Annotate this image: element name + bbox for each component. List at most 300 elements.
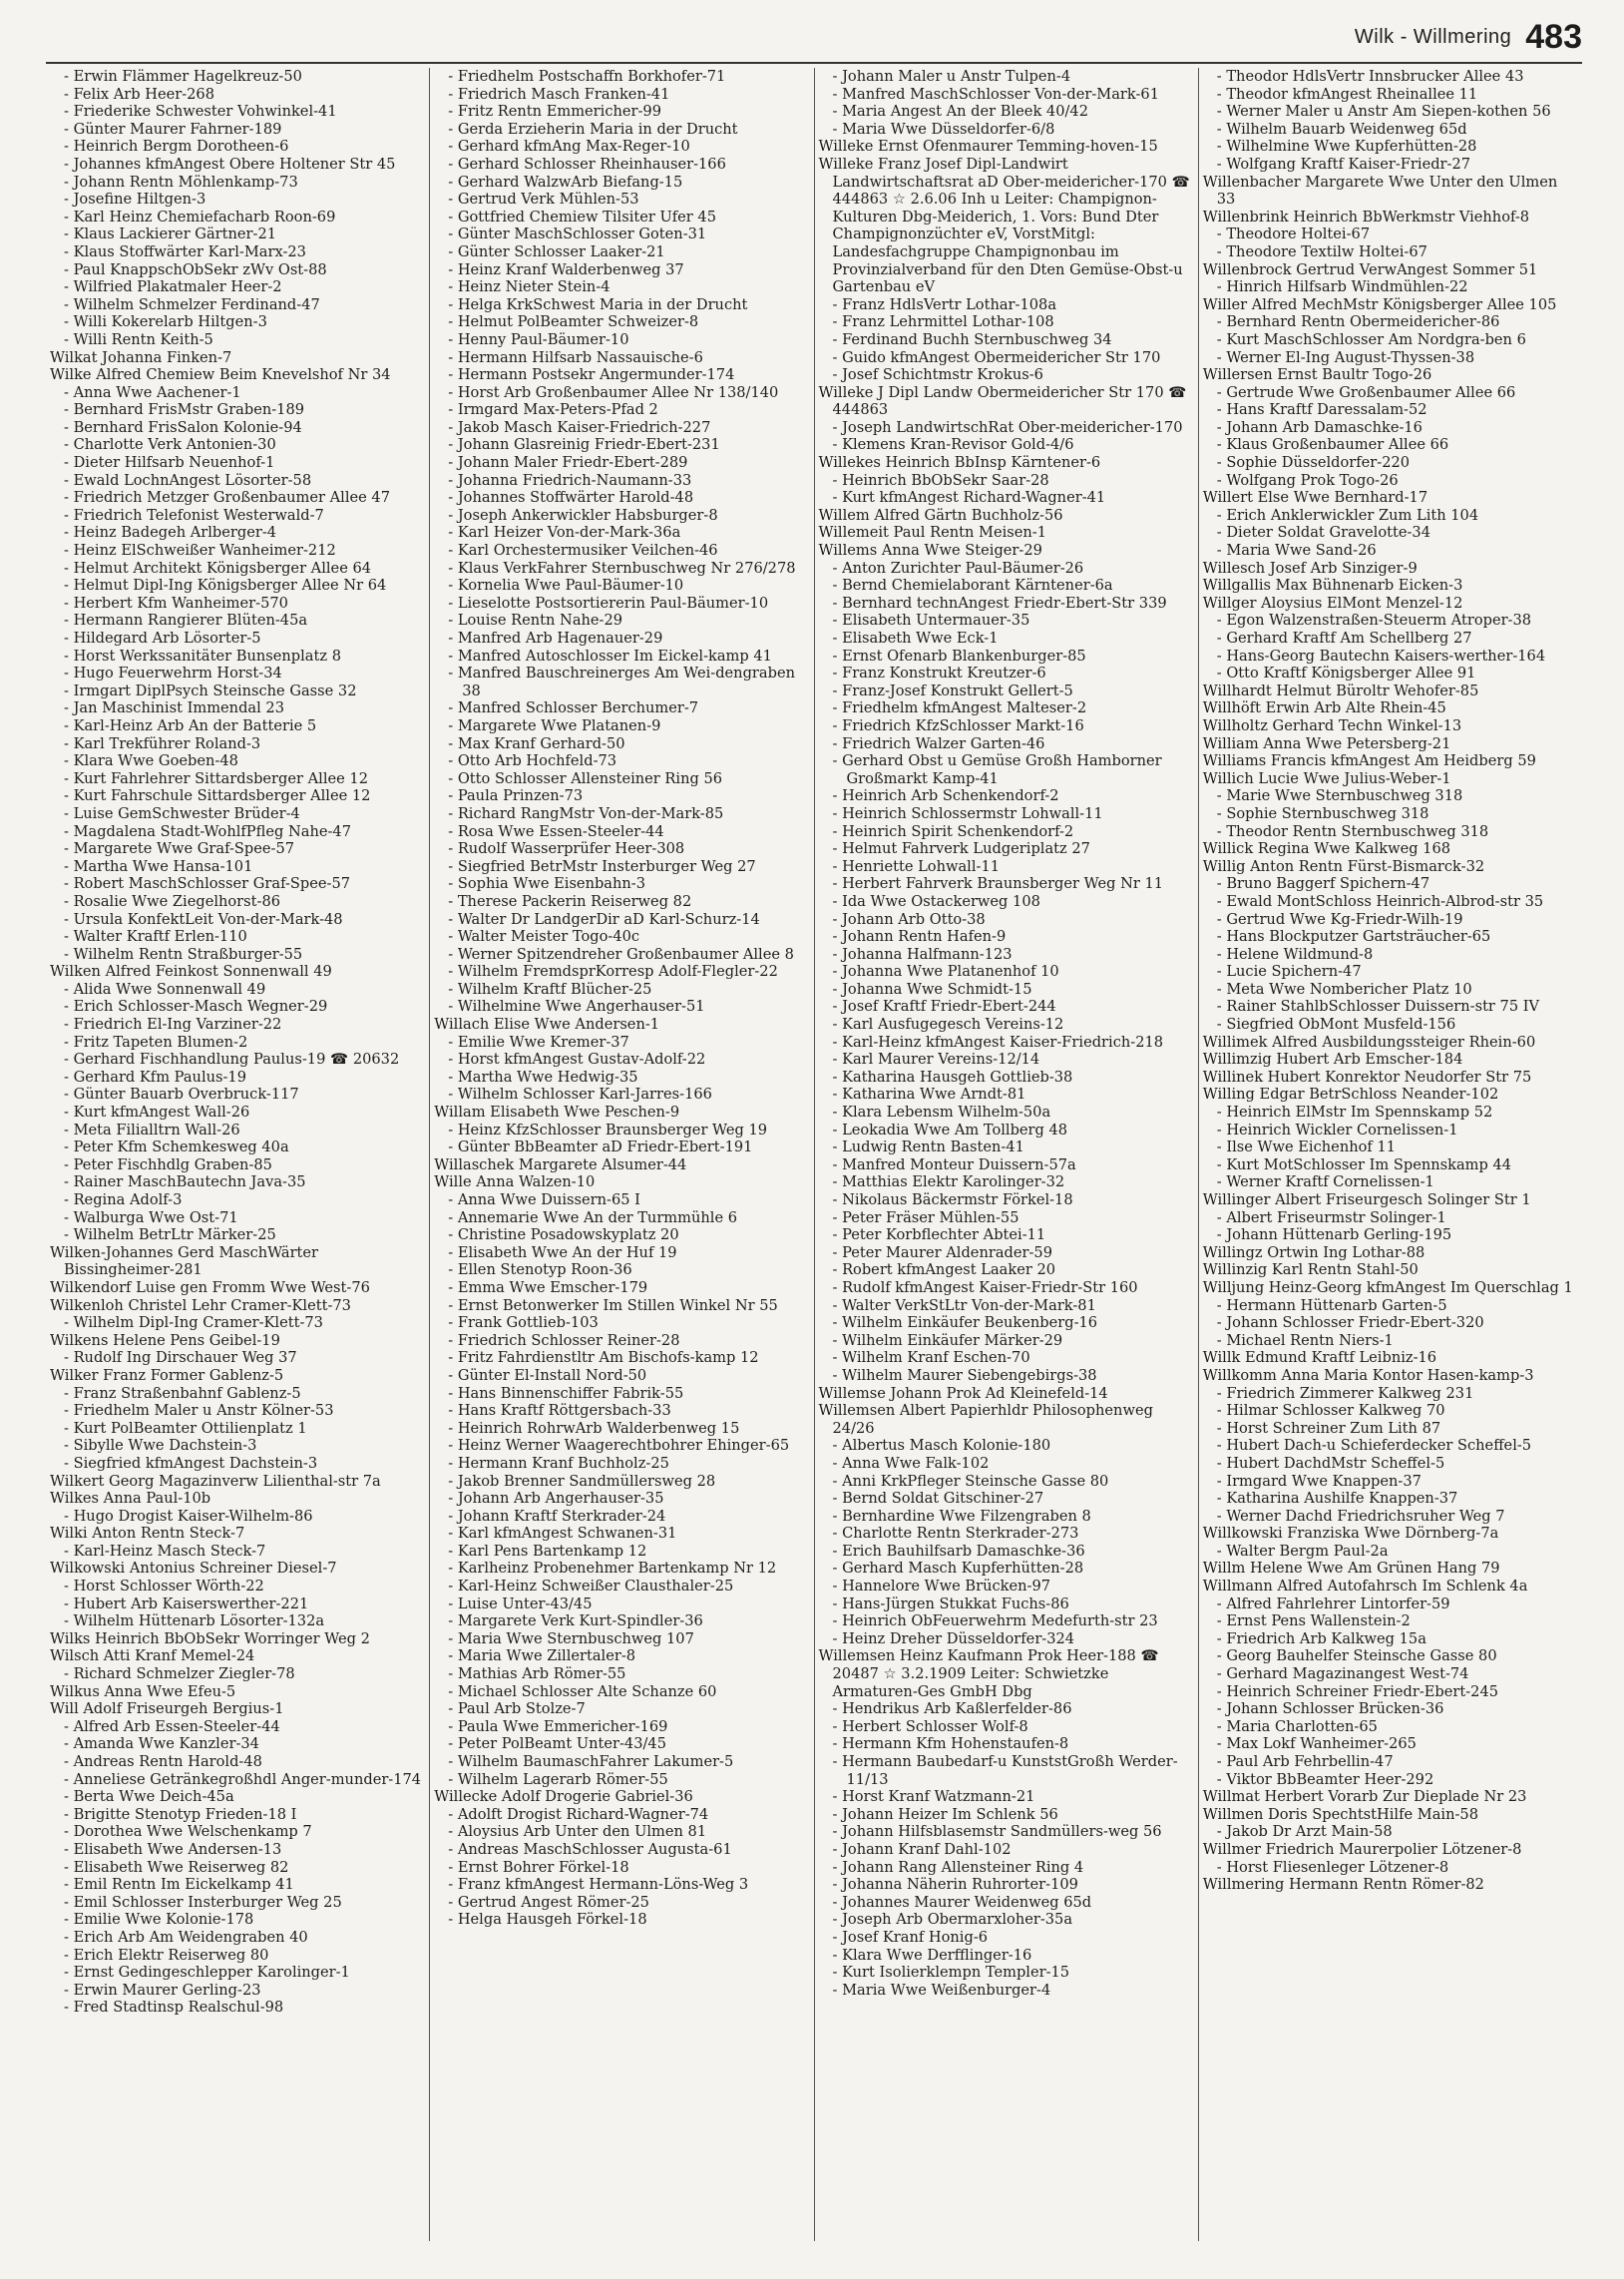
directory-entry: - Johann Hüttenarb Gerling-195 xyxy=(1216,1226,1452,1244)
directory-entry: - Felix Arb Heer-268 xyxy=(64,85,214,103)
directory-entry: - Gerhard Magazinangest West-74 xyxy=(1216,1665,1469,1683)
directory-entry: Wille Anna Walzen-10 xyxy=(434,1173,596,1191)
directory-entry: Willimzig Hubert Arb Emscher-184 xyxy=(1202,1051,1463,1069)
directory-entry: - Helmut Fahrverk Ludgeriplatz 27 xyxy=(832,840,1090,858)
directory-entry: - Ida Wwe Ostackerweg 108 xyxy=(832,892,1040,910)
directory-entry: - Erwin Flämmer Hagelkreuz-50 xyxy=(64,68,302,85)
directory-entry: - Irmgart DiplPsych Steinsche Gasse 32 xyxy=(64,682,357,699)
directory-entry: - Elisabeth Wwe Eck-1 xyxy=(832,630,999,647)
directory-entry: - Jakob Dr Arzt Main-58 xyxy=(1216,1823,1393,1841)
directory-entry: - Anna Wwe Aachener-1 xyxy=(64,383,241,401)
directory-entry: Willing Edgar BetrSchloss Neander-102 xyxy=(1202,1086,1499,1104)
directory-entry: Willer Alfred MechMstr Königsberger Allee 105 xyxy=(1202,295,1557,313)
directory-entry: - Helmut Architekt Königsberger Allee 64 xyxy=(64,559,372,577)
directory-entry: - Max Kranf Gerhard-50 xyxy=(448,734,625,752)
directory-entry: - Albert Friseurmstr Solinger-1 xyxy=(1216,1208,1446,1226)
directory-entry: - Adolft Drogist Richard-Wagner-74 xyxy=(448,1805,709,1823)
directory-entry: - Bernhard technAngest Friedr-Ebert-Str 339 xyxy=(832,594,1167,612)
directory-entry: Williams Francis kfmAngest Am Heidberg 59 xyxy=(1202,752,1536,770)
directory-entry: - Friedrich Schlosser Reiner-28 xyxy=(448,1331,680,1349)
directory-entry: - Henriette Lohwall-11 xyxy=(832,857,1001,875)
directory-entry: - Ewald LochnAngest Lösorter-58 xyxy=(64,471,312,489)
directory-entry: Willemsen Albert Papierhldr Philosophenweg 24/26 xyxy=(818,1402,1158,1437)
directory-entry: - Viktor BbBeamter Heer-292 xyxy=(1216,1770,1434,1788)
directory-entry: - Joseph Ankerwickler Habsburger-8 xyxy=(448,506,718,524)
directory-entry: - Paul KnappschObSekr zWv Ost-88 xyxy=(64,260,327,278)
directory-entry: Wilkert Georg Magazinverw Lilienthal-str 7a xyxy=(50,1472,381,1490)
directory-entry: - Wilhelm Dipl-Ing Cramer-Klett-73 xyxy=(64,1314,323,1332)
directory-entry: - Hermann Hüttenarb Garten-5 xyxy=(1216,1296,1447,1314)
directory-entry: - Klaus VerkFahrer Sternbuschweg Nr 276/278 xyxy=(448,559,796,577)
directory-entry: - Wilhelm Schlosser Karl-Jarres-166 xyxy=(448,1086,712,1104)
directory-entry: - Gerda Erzieherin Maria in der Drucht xyxy=(448,120,738,138)
directory-column-3 xyxy=(815,68,1199,2241)
directory-entry: Willeke J Dipl Landw Obermeidericher Str 170 ☎ 444863 xyxy=(818,383,1192,419)
directory-entry: - Anni KrkPfleger Steinsche Gasse 80 xyxy=(832,1472,1109,1490)
directory-entry: Willert Else Wwe Bernhard-17 xyxy=(1202,489,1428,507)
directory-entry: - Marie Wwe Sternbuschweg 318 xyxy=(1216,787,1463,805)
directory-entry: - Heinrich Wickler Cornelissen-1 xyxy=(1216,1121,1458,1139)
directory-entry: Wilks Heinrich BbObSekr Worringer Weg 2 xyxy=(50,1629,370,1647)
directory-entry: - Elisabeth Wwe An der Huf 19 xyxy=(448,1243,677,1261)
directory-entry: - Erich Elektr Reiserweg 80 xyxy=(64,1946,269,1964)
directory-entry: - Wilhelm BetrLtr Märker-25 xyxy=(64,1226,276,1244)
directory-entry: - Wolfgang Prok Togo-26 xyxy=(1216,471,1399,489)
directory-entry: - Helga Hausgeh Förkel-18 xyxy=(448,1911,647,1929)
directory-entry: - Gerhard WalzwArb Biefang-15 xyxy=(448,173,683,191)
directory-entry: - Hans Kraftf Daressalam-52 xyxy=(1216,401,1427,419)
directory-entry: Willinger Albert Friseurgesch Solinger Str 1 xyxy=(1202,1191,1531,1208)
directory-entry: - Elisabeth Untermauer-35 xyxy=(832,612,1030,630)
directory-entry: - Friedhelm Postschaffn Borkhofer-71 xyxy=(448,68,726,85)
directory-entry: - Hermann Kfm Hohenstaufen-8 xyxy=(832,1735,1069,1753)
header-divider xyxy=(46,62,1582,64)
directory-entry: - Anna Wwe Duissern-65 I xyxy=(448,1191,640,1208)
directory-entry: Willinzig Karl Rentn Stahl-50 xyxy=(1202,1261,1419,1279)
directory-entry: - Wilhelm Bauarb Weidenweg 65d xyxy=(1216,120,1467,138)
directory-entry: - Alfred Fahrlehrer Lintorfer-59 xyxy=(1216,1595,1450,1612)
directory-entry: - Günter El-Install Nord-50 xyxy=(448,1366,647,1384)
directory-entry: - Wilfried Plakatmaler Heer-2 xyxy=(64,278,282,296)
directory-entry: - Kornelia Wwe Paul-Bäumer-10 xyxy=(448,577,684,595)
directory-entry: - Karl-Heinz kfmAngest Kaiser-Friedrich-218 xyxy=(832,1033,1164,1051)
directory-entry: - Katharina Hausgeh Gottlieb-38 xyxy=(832,1068,1073,1086)
directory-entry: - Magdalena Stadt-WohlfPfleg Nahe-47 xyxy=(64,822,351,840)
directory-entry: - Johann Arb Angerhauser-35 xyxy=(448,1490,664,1508)
directory-entry: - Karl-Heinz Schweißer Clausthaler-25 xyxy=(448,1578,734,1595)
directory-entry: - Fritz Fahrdienstltr Am Bischofs-kamp 12 xyxy=(448,1349,759,1367)
directory-entry: - Friedhelm kfmAngest Malteser-2 xyxy=(832,699,1087,717)
directory-entry: - Theodore Holtei-67 xyxy=(1216,226,1371,243)
directory-entry: Wilkenloh Christel Lehr Cramer-Klett-73 xyxy=(50,1296,351,1314)
directory-entry: - Fritz Rentn Emmericher-99 xyxy=(448,103,662,121)
directory-entry: Willich Lucie Wwe Julius-Weber-1 xyxy=(1202,769,1451,787)
directory-entry: - Hermann Baubedarf-u KunststGroßh Werder-11/13 xyxy=(832,1753,1178,1788)
directory-entry: Willach Elise Wwe Andersen-1 xyxy=(434,1016,660,1034)
directory-entry: - Christine Posadowskyplatz 20 xyxy=(448,1226,679,1244)
directory-entry: - Theodor HdlsVertr Innsbrucker Allee 43 xyxy=(1216,68,1524,85)
directory-entry: - Joseph LandwirtschRat Ober-meidericher-170 xyxy=(832,418,1183,436)
directory-entry: - Johann Kraftf Sterkrader-24 xyxy=(448,1507,666,1525)
directory-entry: - Anneliese Getränkegroßhdl Anger-munder-174 xyxy=(64,1770,422,1788)
directory-entry: - Josef Kranf Honig-6 xyxy=(832,1928,989,1946)
directory-entry: Willeke Franz Josef Dipl-Landwirt Landwirtschaftsrat aD Ober-meidericher-170 ☎ 444863 ☆ 2.6.06 Inh u Leiter: Champignon-Kulturen Dbg-Meiderich, 1. Vors: Bund Dter Champignonzüchter eV, VorstMitgl: Landesfachgruppe Champignonbau im Provinzialverband für den Dten Gemüse-Obst-u Gartenbau eV xyxy=(818,155,1195,296)
directory-entry: - Josef Kraftf Friedr-Ebert-244 xyxy=(832,998,1056,1016)
directory-entry: - Anna Wwe Falk-102 xyxy=(832,1454,990,1472)
directory-entry: - Kurt MaschSchlosser Am Nordgra-ben 6 xyxy=(1216,330,1526,348)
directory-entry: - Mathias Arb Römer-55 xyxy=(448,1665,626,1683)
directory-entry: - Franz Lehrmittel Lothar-108 xyxy=(832,313,1054,331)
directory-entry: - Elisabeth Wwe Andersen-13 xyxy=(64,1840,282,1858)
directory-entry: - Karl Heinz Chemiefacharb Roon-69 xyxy=(64,208,336,226)
directory-entry: - Charlotte Rentn Sterkrader-273 xyxy=(832,1525,1079,1543)
directory-entry: - Manfred MaschSchlosser Von-der-Mark-61 xyxy=(832,85,1159,103)
directory-entry: - Joseph Arb Obermarxloher-35a xyxy=(832,1911,1073,1929)
directory-entry: - Horst Arb Großenbaumer Allee Nr 138/140 xyxy=(448,383,779,401)
directory-entry: - Hubert DachdMstr Scheffel-5 xyxy=(1216,1454,1445,1472)
directory-entry: - Bernhardine Wwe Filzengraben 8 xyxy=(832,1507,1091,1525)
directory-entry: - Jakob Brenner Sandmüllersweg 28 xyxy=(448,1472,716,1490)
directory-entry: - Heinrich Schlossermstr Lohwall-11 xyxy=(832,804,1103,822)
directory-entry: - Rainer MaschBautechn Java-35 xyxy=(64,1173,306,1191)
directory-entry: Wilkowski Antonius Schreiner Diesel-7 xyxy=(50,1560,337,1578)
directory-entry: - Paula Wwe Emmericher-169 xyxy=(448,1717,668,1735)
directory-entry: - Bernd Chemielaborant Kärntener-6a xyxy=(832,577,1113,595)
directory-entry: - Gerhard Obst u Gemüse Großh Hamborner Großmarkt Kamp-41 xyxy=(832,752,1167,787)
directory-entry: Willemsen Heinz Kaufmann Prok Heer-188 ☎ 20487 ☆ 3.2.1909 Leiter: Schwietzke Armaturen-Ges GmbH Dbg xyxy=(818,1647,1164,1700)
directory-entry: - Peter Korbflechter Abtei-11 xyxy=(832,1226,1046,1244)
directory-entry: - Michael Schlosser Alte Schanze 60 xyxy=(448,1682,717,1700)
directory-entry: - Wilhelm Rentn Straßburger-55 xyxy=(64,945,303,963)
directory-entry: - Amanda Wwe Kanzler-34 xyxy=(64,1735,259,1753)
directory-entry: - Wilhelm Einkäufer Beukenberg-16 xyxy=(832,1314,1098,1332)
directory-entry: Wilkes Anna Paul-10b xyxy=(50,1490,211,1508)
directory-entry: - Ursula KonfektLeit Von-der-Mark-48 xyxy=(64,910,343,928)
directory-entry: - Hans Kraftf Röttgersbach-33 xyxy=(448,1402,671,1420)
directory-entry: - Dorothea Wwe Welschenkamp 7 xyxy=(64,1823,312,1841)
directory-entry: - Gerhard Kfm Paulus-19 xyxy=(64,1068,246,1086)
directory-entry: - Friederike Schwester Vohwinkel-41 xyxy=(64,103,337,121)
directory-entry: - Wilhelm Maurer Siebengebirgs-38 xyxy=(832,1366,1097,1384)
directory-entry: - Leokadia Wwe Am Tollberg 48 xyxy=(832,1121,1068,1139)
directory-entry: - Franz kfmAngest Hermann-Löns-Weg 3 xyxy=(448,1876,749,1894)
directory-entry: - Emma Wwe Emscher-179 xyxy=(448,1278,648,1296)
directory-entry: - Friedrich Arb Kalkweg 15a xyxy=(1216,1629,1426,1647)
directory-entry: - Aloysius Arb Unter den Ulmen 81 xyxy=(448,1823,707,1841)
directory-entry: - Kurt kfmAngest Wall-26 xyxy=(64,1104,250,1122)
directory-entry: - Gerhard Schlosser Rheinhauser-166 xyxy=(448,155,726,173)
directory-entry: Willeke Ernst Ofenmaurer Temming-hoven-15 xyxy=(818,138,1158,156)
directory-entry: - Annemarie Wwe An der Turmmühle 6 xyxy=(448,1208,738,1226)
directory-entry: - Johann Schlosser Friedr-Ebert-320 xyxy=(1216,1314,1484,1332)
directory-entry: Willems Anna Wwe Steiger-29 xyxy=(818,542,1042,560)
directory-entry: - Kurt Isolierklempn Templer-15 xyxy=(832,1964,1070,1982)
directory-entry: Wilke Alfred Chemiew Beim Knevelshof Nr 34 xyxy=(50,366,391,384)
directory-entry: - Guido kfmAngest Obermeidericher Str 170 xyxy=(832,348,1161,366)
directory-entry: - Günter BbBeamter aD Friedr-Ebert-191 xyxy=(448,1139,753,1156)
directory-entry: - Dieter Hilfsarb Neuenhof-1 xyxy=(64,454,275,472)
directory-column-1 xyxy=(46,68,430,2241)
directory-entry: Willk Edmund Kraftf Leibniz-16 xyxy=(1202,1349,1437,1367)
directory-entry: - Bernhard Rentn Obermeidericher-86 xyxy=(1216,313,1500,331)
directory-entry: - Heinz Dreher Düsseldorfer-324 xyxy=(832,1629,1075,1647)
directory-entry: - Frank Gottlieb-103 xyxy=(448,1314,599,1332)
directory-entry: Willimek Alfred Ausbildungssteiger Rhein-60 xyxy=(1202,1033,1536,1051)
directory-entry: - Heinz Badegeh Arlberger-4 xyxy=(64,524,277,542)
directory-entry: - Paul Arb Fehrbellin-47 xyxy=(1216,1753,1394,1770)
page-number: 483 xyxy=(1525,18,1582,56)
directory-entry: - Manfred Monteur Duissern-57a xyxy=(832,1155,1076,1173)
directory-entry: Willmering Hermann Rentn Römer-82 xyxy=(1202,1876,1484,1894)
directory-entry: - Walburga Wwe Ost-71 xyxy=(64,1208,238,1226)
directory-entry: - Wolfgang Kraftf Kaiser-Friedr-27 xyxy=(1216,155,1471,173)
directory-entry: - Klara Lebensm Wilhelm-50a xyxy=(832,1104,1051,1122)
directory-entry: Wilken-Johannes Gerd MaschWärter Bissingheimer-281 xyxy=(50,1243,323,1279)
directory-entry: - Peter Kfm Schemkesweg 40a xyxy=(64,1139,289,1156)
directory-entry: Willmen Doris SpechtstHilfe Main-58 xyxy=(1202,1805,1478,1823)
directory-entry: - Theodor kfmAngest Rheinallee 11 xyxy=(1216,85,1478,103)
directory-entry: - Ernst Betonwerker Im Stillen Winkel Nr 55 xyxy=(448,1296,778,1314)
directory-entry: Wilsch Atti Kranf Memel-24 xyxy=(50,1647,255,1665)
directory-entry: - Siegfried BetrMstr Insterburger Weg 27 xyxy=(448,857,756,875)
directory-entry: - Johann Maler u Anstr Tulpen-4 xyxy=(832,68,1071,85)
directory-entry: - Horst Schlosser Wörth-22 xyxy=(64,1578,264,1595)
directory-entry: Wilkendorf Luise gen Fromm Wwe West-76 xyxy=(50,1278,370,1296)
directory-entry: - Katharina Aushilfe Knappen-37 xyxy=(1216,1490,1458,1508)
directory-entry: - Hermann Kranf Buchholz-25 xyxy=(448,1454,669,1472)
directory-entry: - Ernst Ofenarb Blankenburger-85 xyxy=(832,647,1086,665)
directory-entry: - Hendrikus Arb Kaßlerfelder-86 xyxy=(832,1700,1072,1718)
directory-entry: - Kurt Fahrlehrer Sittardsberger Allee 12 xyxy=(64,769,368,787)
directory-entry: Willmat Herbert Vorarb Zur Dieplade Nr 23 xyxy=(1202,1788,1527,1806)
directory-entry: Wilker Franz Former Gablenz-5 xyxy=(50,1366,284,1384)
directory-entry: - Wilhelmine Wwe Angerhauser-51 xyxy=(448,998,705,1016)
directory-entry: - Heinrich Arb Schenkendorf-2 xyxy=(832,787,1059,805)
directory-entry: - Johannes Stoffwärter Harold-48 xyxy=(448,489,694,507)
directory-entry: - Willi Kokerelarb Hiltgen-3 xyxy=(64,313,267,331)
directory-entry: - Karl kfmAngest Schwanen-31 xyxy=(448,1525,677,1543)
directory-entry: - Paul Arb Stolze-7 xyxy=(448,1700,586,1718)
directory-entry: - Maria Wwe Sternbuschweg 107 xyxy=(448,1629,694,1647)
directory-entry: - Johann Rentn Möhlenkamp-73 xyxy=(64,173,298,191)
directory-entry: - Luise Unter-43/45 xyxy=(448,1595,593,1612)
directory-entry: - Friedrich Zimmerer Kalkweg 231 xyxy=(1216,1384,1474,1402)
directory-entry: - Wilhelm Schmelzer Ferdinand-47 xyxy=(64,295,320,313)
directory-entry: - Irmgard Max-Peters-Pfad 2 xyxy=(448,401,658,419)
directory-entry: - Martha Wwe Hedwig-35 xyxy=(448,1068,638,1086)
directory-entry: - Klaus Lackierer Gärtner-21 xyxy=(64,226,277,243)
directory-entry: - Gertrud Wwe Kg-Friedr-Wilh-19 xyxy=(1216,910,1463,928)
directory-entry: - Johannes kfmAngest Obere Holtener Str 45 xyxy=(64,155,396,173)
directory-entry: - Johanna Friedrich-Naumann-33 xyxy=(448,471,692,489)
directory-entry: - Johanna Näherin Ruhrorter-109 xyxy=(832,1876,1078,1894)
directory-entry: - Meta Wwe Nombericher Platz 10 xyxy=(1216,980,1472,998)
directory-entry: - Anton Zurichter Paul-Bäumer-26 xyxy=(832,559,1084,577)
directory-entry: - Herbert Fahrverk Braunsberger Weg Nr 11 xyxy=(832,875,1164,893)
directory-entry: Willick Regina Wwe Kalkweg 168 xyxy=(1202,840,1451,858)
directory-entry: - Hubert Arb Kaiserswerther-221 xyxy=(64,1595,309,1612)
directory-entry: - Karl Ausfugegesch Vereins-12 xyxy=(832,1016,1064,1034)
directory-entry: - Friedrich Metzger Großenbaumer Allee 47 xyxy=(64,489,390,507)
directory-entry: - Lucie Spichern-47 xyxy=(1216,963,1362,981)
directory-entry: - Klaus Stoffwärter Karl-Marx-23 xyxy=(64,242,306,260)
directory-entry: - Kurt Fahrschule Sittardsberger Allee 12 xyxy=(64,787,371,805)
directory-entry: - Erich Arb Am Weidengraben 40 xyxy=(64,1928,308,1946)
directory-entry: - Manfred Schlosser Berchumer-7 xyxy=(448,699,699,717)
directory-entry: - Emilie Wwe Kremer-37 xyxy=(448,1033,629,1051)
directory-entry: - Erich Schlosser-Masch Wegner-29 xyxy=(64,998,328,1016)
directory-entry: - Wilhelm Hüttenarb Lösorter-132a xyxy=(64,1612,325,1630)
directory-entry: Willekes Heinrich BbInsp Kärntener-6 xyxy=(818,454,1101,472)
directory-entry: - Hugo Feuerwehrm Horst-34 xyxy=(64,665,282,683)
directory-entry: Willinek Hubert Konrektor Neudorfer Str 75 xyxy=(1202,1068,1532,1086)
directory-entry: - Helene Wildmund-8 xyxy=(1216,945,1374,963)
directory-entry: - Gertrude Wwe Großenbaumer Allee 66 xyxy=(1216,383,1516,401)
directory-entry: - Sophie Düsseldorfer-220 xyxy=(1216,454,1411,472)
directory-entry: - Klemens Kran-Revisor Gold-4/6 xyxy=(832,436,1074,454)
directory-entry: - Josef Schichtmstr Krokus-6 xyxy=(832,366,1043,384)
directory-entry: - Friedrich El-Ing Varziner-22 xyxy=(64,1016,282,1034)
directory-entry: - Wilhelm Kraftf Blücher-25 xyxy=(448,980,652,998)
directory-entry: - Ferdinand Buchh Sternbuschweg 34 xyxy=(832,330,1112,348)
directory-entry: - Franz Konstrukt Kreutzer-6 xyxy=(832,665,1046,683)
directory-entry: - Luise GemSchwester Brüder-4 xyxy=(64,804,300,822)
directory-entry: - Karl Pens Bartenkamp 12 xyxy=(448,1542,647,1560)
running-head: Wilk - Willmering xyxy=(1354,26,1512,48)
directory-entry: - Friedrich Walzer Garten-46 xyxy=(832,734,1045,752)
directory-entry: - Werner Maler u Anstr Am Siepen-kothen 56 xyxy=(1216,103,1551,121)
directory-entry: - Fritz Tapeten Blumen-2 xyxy=(64,1033,248,1051)
directory-entry: - Fred Stadtinsp Realschul-98 xyxy=(64,1999,284,2017)
directory-entry: - Hermann Hilfsarb Nassauische-6 xyxy=(448,348,703,366)
directory-entry: - Emil Schlosser Insterburger Weg 25 xyxy=(64,1893,342,1911)
directory-entry: Willig Anton Rentn Fürst-Bismarck-32 xyxy=(1202,857,1485,875)
directory-entry: - Friedrich Masch Franken-41 xyxy=(448,85,670,103)
directory-entry: - Günter Schlosser Laaker-21 xyxy=(448,242,665,260)
directory-entry: - Hans Binnenschiffer Fabrik-55 xyxy=(448,1384,684,1402)
directory-entry: Will Adolf Friseurgeh Bergius-1 xyxy=(50,1700,284,1718)
directory-entry: - Gerhard Kraftf Am Schellberg 27 xyxy=(1216,630,1472,647)
directory-entry: - Johannes Maurer Weidenweg 65d xyxy=(832,1893,1092,1911)
directory-entry: - Andreas Rentn Harold-48 xyxy=(64,1753,262,1770)
directory-entry: - Charlotte Verk Antonien-30 xyxy=(64,436,276,454)
directory-entry: - Heinz Nieter Stein-4 xyxy=(448,278,610,296)
directory-entry: - Katharina Wwe Arndt-81 xyxy=(832,1086,1026,1104)
directory-entry: - Dieter Soldat Gravelotte-34 xyxy=(1216,524,1430,542)
directory-entry: - Ludwig Rentn Basten-41 xyxy=(832,1139,1024,1156)
directory-entry: - Maria Angest An der Bleek 40/42 xyxy=(832,103,1088,121)
directory-entry: Willam Elisabeth Wwe Peschen-9 xyxy=(434,1104,680,1122)
directory-entry: - Johann Arb Otto-38 xyxy=(832,910,986,928)
directory-entry: - Walter Dr LandgerDir aD Karl-Schurz-14 xyxy=(448,910,760,928)
directory-entry: Willkowski Franziska Wwe Dörnberg-7a xyxy=(1202,1525,1499,1543)
directory-entry: Willem Alfred Gärtn Buchholz-56 xyxy=(818,506,1063,524)
directory-entry: - Robert kfmAngest Laaker 20 xyxy=(832,1261,1056,1279)
directory-entry: - Hermann Postsekr Angermunder-174 xyxy=(448,366,735,384)
directory-entry: - Emil Rentn Im Eickelkamp 41 xyxy=(64,1876,294,1894)
directory-entry: - Otto Kraftf Königsberger Allee 91 xyxy=(1216,665,1476,683)
directory-entry: - Horst Werkssanitäter Bunsenplatz 8 xyxy=(64,647,341,665)
directory-entry: - Bernhard FrisMstr Graben-189 xyxy=(64,401,305,419)
directory-entry: - Maria Wwe Düsseldorfer-6/8 xyxy=(832,120,1055,138)
directory-entry: - Ellen Stenotyp Roon-36 xyxy=(448,1261,632,1279)
directory-entry: - Horst Schreiner Zum Lith 87 xyxy=(1216,1419,1441,1437)
directory-entry: - Johanna Wwe Schmidt-15 xyxy=(832,980,1032,998)
directory-entry: - Margarete Wwe Platanen-9 xyxy=(448,716,661,734)
directory-entry: - Hugo Drogist Kaiser-Wilhelm-86 xyxy=(64,1507,313,1525)
directory-entry: Wilkens Helene Pens Geibel-19 xyxy=(50,1331,280,1349)
directory-entry: - Horst Kranf Watzmann-21 xyxy=(832,1788,1035,1806)
directory-entry: Willholtz Gerhard Techn Winkel-13 xyxy=(1202,716,1462,734)
directory-entry: Willaschek Margarete Alsumer-44 xyxy=(434,1155,687,1173)
directory-entry: - Maria Charlotten-65 xyxy=(1216,1717,1378,1735)
directory-entry: - Franz-Josef Konstrukt Gellert-5 xyxy=(832,682,1073,699)
directory-entry: - Karl Maurer Vereins-12/14 xyxy=(832,1051,1040,1069)
directory-entry: - Herbert Schlosser Wolf-8 xyxy=(832,1717,1028,1735)
directory-entry: - Otto Arb Hochfeld-73 xyxy=(448,752,617,770)
directory-entry: - Hubert Dach-u Schieferdecker Scheffel-5 xyxy=(1216,1437,1532,1455)
directory-entry: - Hans-Georg Bautechn Kaisers-werther-164 xyxy=(1216,647,1546,665)
directory-entry: - Otto Schlosser Allensteiner Ring 56 xyxy=(448,769,723,787)
directory-entry: - Johann Arb Damaschke-16 xyxy=(1216,418,1422,436)
directory-entry: - Peter Fräser Mühlen-55 xyxy=(832,1208,1019,1226)
directory-entry: - Michael Rentn Niers-1 xyxy=(1216,1331,1394,1349)
directory-entry: - Johann Maler Friedr-Ebert-289 xyxy=(448,454,688,472)
directory-entry: - Heinz KfzSchlosser Braunsberger Weg 19 xyxy=(448,1121,768,1139)
directory-entry: - Helmut PolBeamter Schweizer-8 xyxy=(448,313,699,331)
directory-entry: Wilkus Anna Wwe Efeu-5 xyxy=(50,1682,236,1700)
directory-entry: - Heinz Kranf Walderbenweg 37 xyxy=(448,260,684,278)
directory-entry: - Erwin Maurer Gerling-23 xyxy=(64,1981,261,1999)
directory-entry: Willersen Ernst Baultr Togo-26 xyxy=(1202,366,1432,384)
directory-entry: - Klaus Großenbaumer Allee 66 xyxy=(1216,436,1449,454)
directory-entry: - Walter VerkStLtr Von-der-Mark-81 xyxy=(832,1296,1096,1314)
directory-entry: Willenbrock Gertrud VerwAngest Sommer 51 xyxy=(1202,260,1538,278)
directory-entry: - Hildegard Arb Lösorter-5 xyxy=(64,630,261,647)
directory-entry: - Walter Meister Togo-40c xyxy=(448,928,640,946)
page-header xyxy=(1354,18,1582,56)
directory-entry: - Peter Fischhdlg Graben-85 xyxy=(64,1155,272,1173)
directory-entry: - Friedrich KfzSchlosser Markt-16 xyxy=(832,716,1084,734)
directory-entry: - Jakob Masch Kaiser-Friedrich-227 xyxy=(448,418,711,436)
directory-entry: - Werner Spitzendreher Großenbaumer Allee 8 xyxy=(448,945,794,963)
directory-entry: - Karl Orchestermusiker Veilchen-46 xyxy=(448,542,718,560)
directory-column-2 xyxy=(430,68,814,2241)
directory-entry: - Willi Rentn Keith-5 xyxy=(64,330,213,348)
directory-entry: Willemeit Paul Rentn Meisen-1 xyxy=(818,524,1047,542)
directory-entry: - Klara Wwe Derfflinger-16 xyxy=(832,1946,1032,1964)
directory-entry: - Heinrich RohrwArb Walderbenweg 15 xyxy=(448,1419,740,1437)
directory-entry: - Ilse Wwe Eichenhof 11 xyxy=(1216,1139,1397,1156)
directory-entry: - Wilhelm BaumaschFahrer Lakumer-5 xyxy=(448,1753,734,1770)
directory-entry: - Henny Paul-Bäumer-10 xyxy=(448,330,629,348)
directory-entry: - Kurt PolBeamter Ottilienplatz 1 xyxy=(64,1419,307,1437)
directory-entry: Willenbacher Margarete Wwe Unter den Ulmen 33 xyxy=(1202,173,1562,209)
directory-entry: - Hermann Rangierer Blüten-45a xyxy=(64,612,308,630)
directory-entry: - Rudolf Wasserprüfer Heer-308 xyxy=(448,840,685,858)
directory-entry: - Heinrich ObFeuerwehrm Medefurth-str 23 xyxy=(832,1612,1158,1630)
directory-entry: - Siegfried kfmAngest Dachstein-3 xyxy=(64,1454,318,1472)
directory-entry: - Bruno Baggerf Spichern-47 xyxy=(1216,875,1430,893)
directory-entry: - Helmut Dipl-Ing Königsberger Allee Nr 64 xyxy=(64,577,387,595)
directory-entry: - Rosa Wwe Essen-Steeler-44 xyxy=(448,822,664,840)
directory-entry: - Gertrud Verk Mühlen-53 xyxy=(448,191,639,209)
directory-entry: - Berta Wwe Deich-45a xyxy=(64,1788,234,1806)
directory-entry: - Heinz ElSchweißer Wanheimer-212 xyxy=(64,542,336,560)
directory-entry: William Anna Wwe Petersberg-21 xyxy=(1202,734,1451,752)
directory-entry: - Theodor Rentn Sternbuschweg 318 xyxy=(1216,822,1489,840)
directory-entry: - Herbert Kfm Wanheimer-570 xyxy=(64,594,288,612)
